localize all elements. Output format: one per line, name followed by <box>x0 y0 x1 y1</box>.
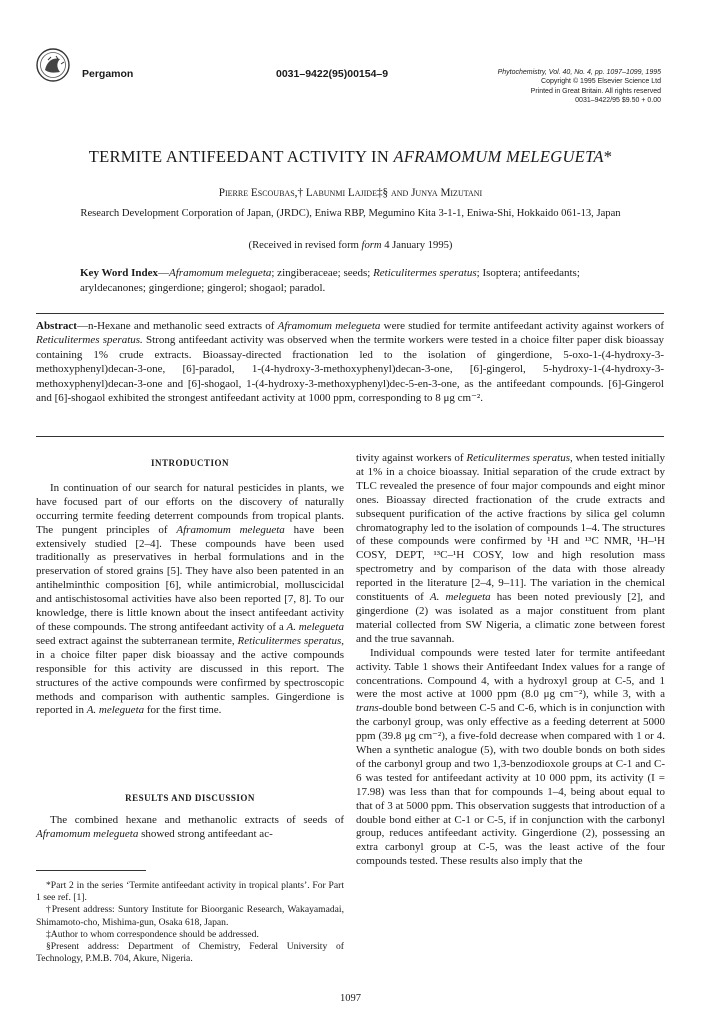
author-list: Pierre Escoubas,† Labunmi Lajide‡§ and Junya Mizutani <box>218 187 483 199</box>
printed-line: Printed in Great Britain. All rights reserved <box>530 87 661 95</box>
copyright-line: Copyright © 1995 Elsevier Science Ltd <box>541 78 661 86</box>
received-date: (Received in revised form form 4 January 1995) <box>248 240 453 251</box>
journal-info <box>498 68 661 105</box>
left-column <box>36 457 344 718</box>
journal-citation: Phytochemistry, Vol. 40, No. 4, pp. 1097–1099, 1995 <box>497 69 661 76</box>
article-title: TERMITE ANTIFEEDANT ACTIVITY IN AFRAMOMUM MELEGUETA* <box>88 147 613 166</box>
abstract-top-rule <box>36 313 664 314</box>
journal-header <box>36 46 661 108</box>
introduction-paragraph: In continuation of our search for natural pesticides in plants, we have focused part of our efforts on the discovery of naturally occurring termite feeding deterrent compounds from tropical plants. The pungent principles of Aframomum melegueta have been extensively studied [2–4]. These compounds have been used traditionally as preservatives in herbal formulations and in the preservation of stored grains [5]. They have also been patented in an antihelminthic composition [6], while antimicrobial, molluscicidal and antischistosomal activities have also been reported [7, 8]. To our knowledge, there is little known about the insect antifeedant activity of these compounds. The strong antifeedant activity of a A. melegueta seed extract against the subterranean termite, Reticulitermes speratus, in a choice filter paper disk bioassay and the active compounds responsible for this activity are discussed in this report. The structures of the active compounds were confirmed by spectroscopic methods and comparison with authentic samples. Gingerdione is reported in A. melegueta for the first time. <box>36 481 344 717</box>
antifeedant-results-paragraph: Individual compounds were tested later for termite antifeedant activity. Table 1 shows their Antifeedant Index values for a range of concentrations. Compound 4, with a hydroxyl group at C-5, and 1 were the most active at 1000 ppm (8.0 μg cm⁻²), while 3, with a trans-double bond between C-5 and C-6, which is in conjunction with the carbonyl group, was only effective as a feeding deterrent at 5000 ppm (39.8 μg cm⁻²), a five-fold decrease when compared with 1 or 4. When a synthetic analogue (5), with two double bonds on both sides of the carbonyl group and two 1,3-benzodioxole groups at C-1 and C-6 was tested for antifeedant activity at 10 000 ppm, its activity (I = 17.98) was less than that for compounds 1–4, being about equal to that of 3 at 5000 ppm. This observation suggests that introduction of a double bond either at C-1 or C-5, if in conjunction with the carbonyl group, reduces antifeedant activity. Gingerdione (2), possessing an extra carbonyl group at C-5, was the least active of the four compounds tested. These results also imply that the <box>356 646 665 868</box>
results-heading: RESULTS AND DISCUSSION <box>125 793 255 803</box>
footnotes <box>36 880 344 965</box>
article-code: 0031–9422(95)00154–9 <box>276 68 389 80</box>
introduction-heading: INTRODUCTION <box>150 458 229 468</box>
page-number: 1097 <box>340 993 361 1004</box>
publisher-logo-icon <box>36 48 70 82</box>
right-column <box>356 452 665 869</box>
keyword-index: Key Word Index—Aframomum melegueta; zingiberaceae; seeds; Reticulitermes speratus; Isoptera; antifeedants; aryldecanones; gingerdione; gingerol; shogaol; paradol. <box>80 267 580 294</box>
footnote-present-address-2: §Present address: Department of Chemistry, Federal University of Technology, P.M.B. 704, Akure, Nigeria. <box>36 941 344 965</box>
results-paragraph: The combined hexane and methanolic extracts of seeds of Aframomum melegueta showed strong antifeedant ac- <box>36 814 344 841</box>
footnote-correspondence: ‡Author to whom correspondence should be addressed. <box>46 928 259 940</box>
affiliation: Research Development Corporation of Japan, (JRDC), Eniwa RBP, Megumino Kita 3-1-1, Eniwa-Shi, Hokkaido 061-13, Japan <box>80 208 621 219</box>
publisher-name: Pergamon <box>82 68 134 80</box>
results-continued-paragraph: tivity against workers of Reticulitermes speratus, when tested initially at 1% in a choice bioassay. Initial separation of the crude extract by TLC revealed the presence of four major compounds and eight minor ones. Bioassay directed fractionation of the crude extracts and subsequent purification of the active fractions by silica gel column chromatography led to the isolation of compounds 1–4. The structures of these compounds were confirmed by ¹H and ¹³C NMR, ¹H–¹H COSY, DEPT, ¹³C–¹H COSY, low and high resolution mass spectrometry and by comparison of the data with those already reported in the literature [2–4, 9–11]. The variation in the chemical constituents of A. melegueta has been noted previously [2], and gingerdione (2) was isolated as a major constituent from plant material collected from SW Nigeria, a climatic zone between forest and the true savannah. <box>356 452 666 645</box>
abstract-bottom-rule <box>36 436 664 437</box>
abstract: Abstract—n-Hexane and methanolic seed extracts of Aframomum melegueta were studied for termite antifeedant activity against workers of Reticulitermes speratus. Strong antifeedant activity was observed when the termite workers were tested in a choice filter paper disk bioassay containing 1% crude extracts. Bioassay-directed fractionation led to the isolation of gingerdione, 5-oxo-1-(4-hydroxy-3-methoxyphenyl)decan-3-one, [6]-paradol, 1-(4-hydroxy-3-methoxyphenyl)decan-3-one, [6]-gingerol, 5-hydroxy-1-(4-hydroxy-3-methoxyphenyl)decan-3-one and [6]-shogaol, 1-(4-hydroxy-3-methoxyphenyl)dec-5-en-3-one, as the antifeedant compounds. [6]-Gingerol and [6]-shogaol exhibited the strongest antifeedant activity at 1000 ppm, corresponding to 8 μg cm⁻². <box>36 320 665 405</box>
footnote-series: *Part 2 in the series ‘Termite antifeedant activity in tropical plants’. For Part 1 see ref. [1]. <box>36 880 344 904</box>
footnote-rule <box>36 870 146 871</box>
issn-price-line: 0031–9422/95 $9.50 + 0.00 <box>575 96 661 104</box>
footnote-present-address-1: †Present address: Suntory Institute for Bioorganic Research, Wakayamadai, Shimamoto-cho, Mishima-gun, Osaka 618, Japan. <box>36 904 344 928</box>
